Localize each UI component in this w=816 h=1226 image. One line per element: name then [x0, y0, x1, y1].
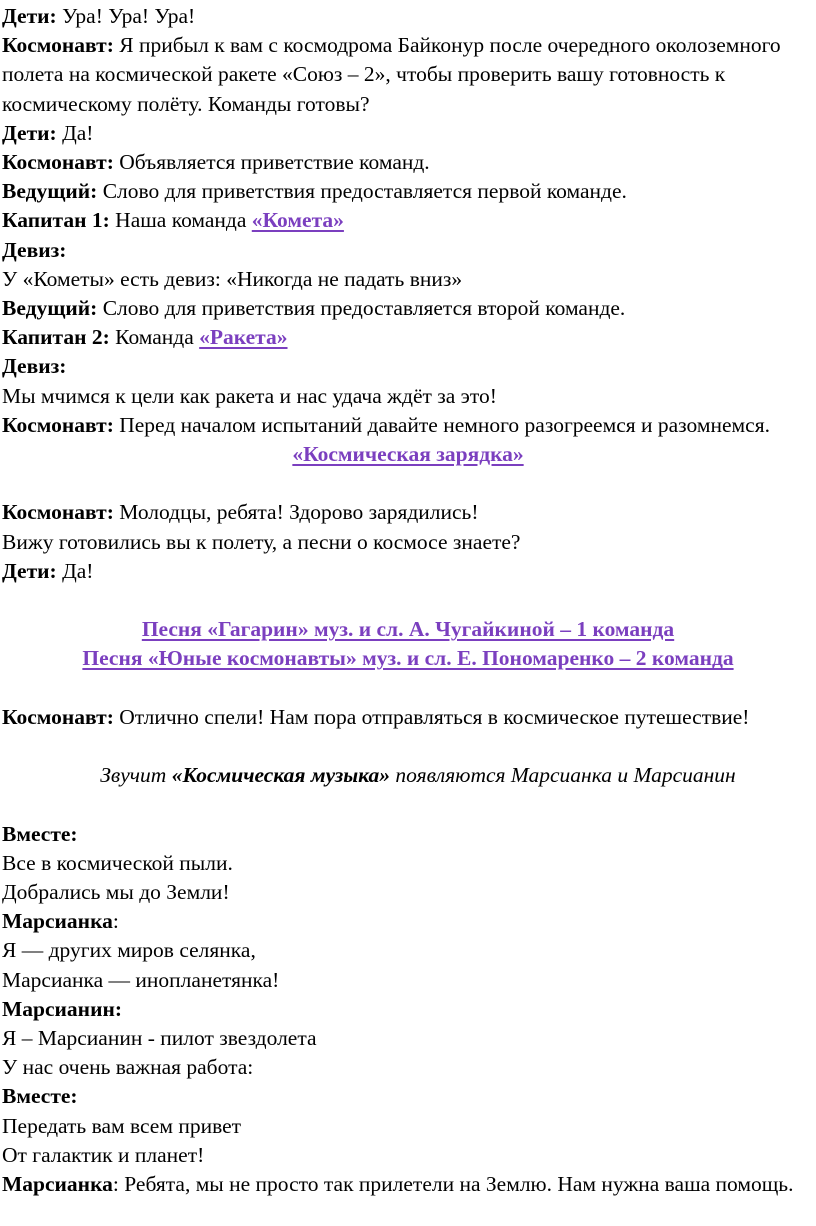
dialogue-line: [2, 966, 814, 995]
dialogue-line: [2, 528, 814, 557]
dialogue-line: [2, 411, 814, 440]
team-name-link[interactable]: «Ракета»: [199, 325, 288, 350]
dialogue-text: Вижу готовились вы к полету, а песни о космосе знаете?: [2, 529, 521, 554]
speaker-label: Капитан 1:: [2, 208, 110, 233]
team-name-link[interactable]: «Комета»: [251, 208, 344, 233]
speaker-label: Дети:: [2, 4, 57, 28]
dialogue-line: [2, 1112, 814, 1141]
dialogue-line: [2, 1082, 814, 1111]
speaker-label: Марсианин:: [2, 996, 123, 1021]
stage-direction: [22, 761, 814, 790]
speaker-label: Марсианка: [2, 909, 113, 934]
dialogue-text: Объявляется приветствие команд.: [119, 150, 430, 175]
stage-direction-music: «Космическая музыка»: [171, 763, 391, 788]
dialogue-text: Перед началом испытаний давайте немного разогреемся и разомнемся.: [119, 412, 770, 437]
dialogue-line: [2, 820, 814, 849]
section-title-link[interactable]: «Космическая зарядка»: [292, 442, 524, 467]
blank-line: [2, 732, 814, 761]
speaker-label: Вместе:: [2, 821, 78, 846]
dialogue-line: [2, 206, 814, 235]
dialogue-text: Я – Марсианин - пилот звездолета: [2, 1026, 317, 1051]
speaker-label: Ведущий:: [2, 179, 98, 204]
song-line: [2, 615, 814, 644]
dialogue-text: Да!: [62, 558, 94, 583]
dialogue-text: Передать вам всем привет: [2, 1113, 242, 1138]
speaker-label: Космонавт:: [2, 33, 114, 58]
dialogue-line: [2, 236, 814, 265]
dialogue-line: [2, 907, 814, 936]
dialogue-line: [2, 878, 814, 907]
dialogue-text: Добрались мы до Земли!: [2, 880, 230, 905]
dialogue-line: [2, 382, 814, 411]
speaker-label: Космонавт:: [2, 500, 114, 525]
dialogue-line: [2, 498, 814, 527]
dialogue-line: [2, 1024, 814, 1053]
dialogue-line: [2, 995, 814, 1024]
dialogue-text: Мы мчимся к цели как ракета и нас удача ждёт за это!: [2, 383, 497, 408]
dialogue-line: [2, 2, 814, 31]
speaker-label: Вместе:: [2, 1084, 78, 1109]
dialogue-line: [2, 936, 814, 965]
dialogue-line: [2, 265, 814, 294]
dialogue-text: :: [112, 909, 119, 934]
blank-line: [2, 790, 814, 819]
speaker-label: Космонавт:: [2, 150, 114, 175]
dialogue-line: [2, 703, 814, 732]
dialogue-line: [2, 1141, 814, 1170]
blank-line: [2, 469, 814, 498]
dialogue-text: У нас очень важная работа:: [2, 1055, 254, 1080]
dialogue-text: Команда: [115, 325, 200, 350]
stage-direction-suffix: появляются Марсианка и Марсианин: [390, 763, 736, 788]
dialogue-text: Слово для приветствия предоставляется первой команде.: [102, 179, 627, 204]
dialogue-text: Ура! Ура! Ура!: [62, 4, 196, 28]
dialogue-text: : Ребята, мы не просто так прилетели на Землю. Нам нужна ваша помощь.: [112, 1172, 794, 1197]
section-title-line: [2, 440, 814, 469]
dialogue-text: Все в космической пыли.: [2, 850, 233, 875]
speaker-label: Капитан 2:: [2, 325, 110, 350]
stage-direction-prefix: Звучит: [100, 763, 172, 788]
dialogue-text: Я — других миров селянка,: [2, 938, 256, 963]
speaker-label: Дети:: [2, 120, 57, 145]
speaker-label: Космонавт:: [2, 704, 114, 729]
speaker-label: Дети:: [2, 558, 57, 583]
dialogue-text: Молодцы, ребята! Здорово зарядились!: [119, 500, 479, 525]
dialogue-line: [2, 177, 814, 206]
dialogue-line: [2, 31, 814, 119]
speaker-label: Космонавт:: [2, 412, 114, 437]
speaker-label: Девиз:: [2, 237, 67, 262]
speaker-label: Девиз:: [2, 354, 67, 379]
dialogue-text: Слово для приветствия предоставляется второй команде.: [102, 296, 626, 321]
dialogue-line: [2, 557, 814, 586]
dialogue-line: [2, 294, 814, 323]
song-link-1[interactable]: Песня «Гагарин» муз. и сл. А. Чугайкиной – 1 команда: [141, 617, 675, 642]
speaker-label: Марсианка: [2, 1172, 113, 1197]
dialogue-line: [2, 352, 814, 381]
dialogue-text: Я прибыл к вам с космодрома Байконур после очередного околоземного полета на космической ракете «Союз – 2», чтобы проверить вашу готовность к космическому полёту. Команды готовы?: [2, 33, 781, 116]
dialogue-text: Отлично спели! Нам пора отправляться в космическое путешествие!: [119, 704, 750, 729]
dialogue-text: Марсианка — инопланетянка!: [2, 967, 280, 992]
song-link-2[interactable]: Песня «Юные космонавты» муз. и сл. Е. Пономаренко – 2 команда: [82, 646, 734, 671]
dialogue-text: Наша команда: [115, 208, 252, 233]
blank-line: [2, 674, 814, 703]
dialogue-line: [2, 1170, 814, 1199]
dialogue-line: [2, 1053, 814, 1082]
dialogue-text: Да!: [62, 120, 94, 145]
dialogue-line: [2, 849, 814, 878]
dialogue-text: От галактик и планет!: [2, 1142, 205, 1167]
dialogue-line: [2, 119, 814, 148]
speaker-label: Ведущий:: [2, 296, 98, 321]
dialogue-line: [2, 148, 814, 177]
blank-line: [2, 586, 814, 615]
dialogue-text: У «Кометы» есть девиз: «Никогда не падать вниз»: [2, 266, 463, 291]
dialogue-line: [2, 323, 814, 352]
song-line: [2, 644, 814, 673]
